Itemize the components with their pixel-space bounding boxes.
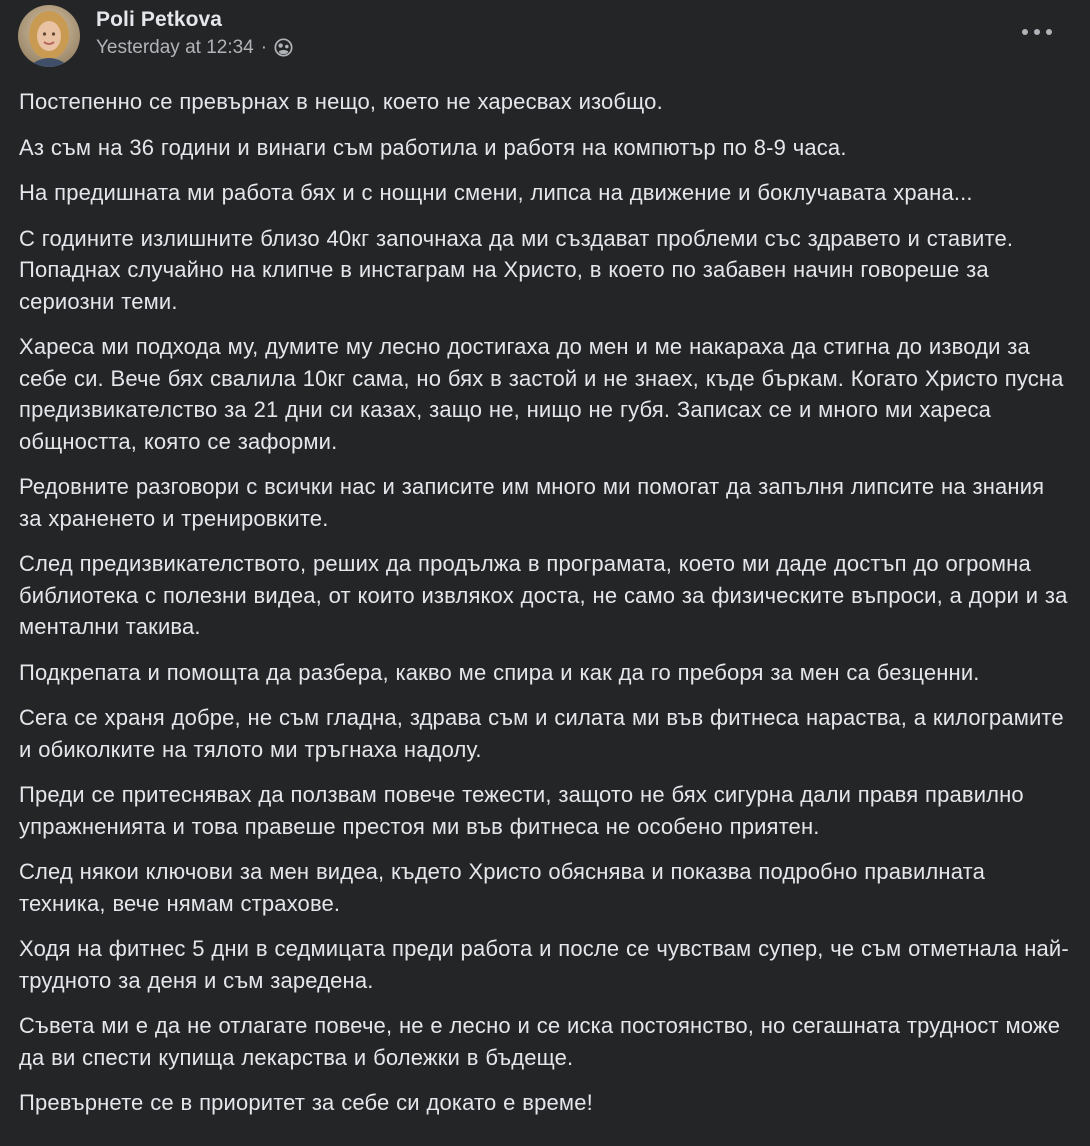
more-options-icon[interactable]: [1022, 22, 1052, 42]
post-paragraph: Подкрепата и помощта да разбера, какво ме спира и как да го преборя за мен са безценни.: [19, 659, 980, 685]
post-paragraph: С годините излишните близо 40кг започнаха да ми създават проблеми със здравето и ставите. Попаднах случайно на клипче в инстаграм на Христо, в което по забавен начин говореше за сериозни теми.: [19, 225, 1014, 314]
author-name[interactable]: Poli Petkova: [96, 7, 223, 31]
more-dot: [1022, 29, 1028, 35]
post-paragraph: Ходя на фитнес 5 дни в седмицата преди работа и после се чувствам супер, че съм отметнала най-трудното за деня и съм заредена.: [19, 936, 1069, 993]
post-paragraph: Сега се храня добре, не съм гладна, здрава съм и силата ми във фитнеса нараства, а килограмите и обиколките на тялото ми тръгнаха надолу.: [19, 705, 1064, 762]
post-meta: [96, 8, 293, 59]
post-timestamp[interactable]: Yesterday at 12:34: [96, 36, 254, 58]
post-paragraph: Превърнете се в приоритет за себе си докато е време!: [19, 1090, 593, 1115]
post-paragraph: На предишната ми работа бях и с нощни смени, липса на движение и боклучавата храна...: [19, 180, 973, 205]
avatar[interactable]: [18, 5, 80, 67]
meta-separator: ·: [260, 36, 268, 58]
post-paragraph: Съвета ми е да не отлагате повече, не е лесно и се иска постоянство, но сегашната трудност може да ви спести купища лекарства и болежки в бъдеще.: [19, 1013, 1061, 1070]
more-dot: [1046, 29, 1052, 35]
globe-icon: [274, 38, 293, 57]
post-paragraph: Преди се притеснявах да ползвам повече тежести, защото не бях сигурна дали правя правилно упражненията и това правеше престоя ми във фитнеса не особено приятен.: [19, 782, 1024, 839]
post-paragraph: Редовните разговори с всички нас и записите им много ми помогат да запълня липсите на знания за храненето и тренировките.: [19, 474, 1045, 531]
post-header: [18, 4, 293, 68]
post-body: [19, 86, 1071, 1133]
more-dot: [1034, 29, 1040, 35]
post-subline: [96, 37, 293, 59]
post-paragraph: Хареса ми подхода му, думите му лесно достигаха до мен и ме накараха да стигна до изводи за себе си. Вече бях свалила 10кг сама, но бях в застой и не знаех, къде бъркам. Когато Христо пусна предизвикателство за 21 дни си казах, защо не, нищо не губя. Записах се и много ми хареса общността, която се заформи.: [19, 334, 1064, 454]
post-paragraph: Аз съм на 36 години и винаги съм работила и работя на компютър по 8-9 часа.: [19, 134, 847, 160]
post-paragraph: След предизвикателството, реших да продължа в програмата, което ми даде достъп до огромна библиотека с полезни видеа, от които извлякох доста, не само за физическите въпроси, а дори и за ментални такива.: [19, 551, 1068, 639]
post-paragraph: След някои ключови за мен видеа, където Христо обяснява и показва подробно правилната техника, вече нямам страхове.: [19, 859, 985, 916]
post-paragraph: Постепенно се превърнах в нещо, което не харесвах изобщо.: [19, 89, 663, 114]
